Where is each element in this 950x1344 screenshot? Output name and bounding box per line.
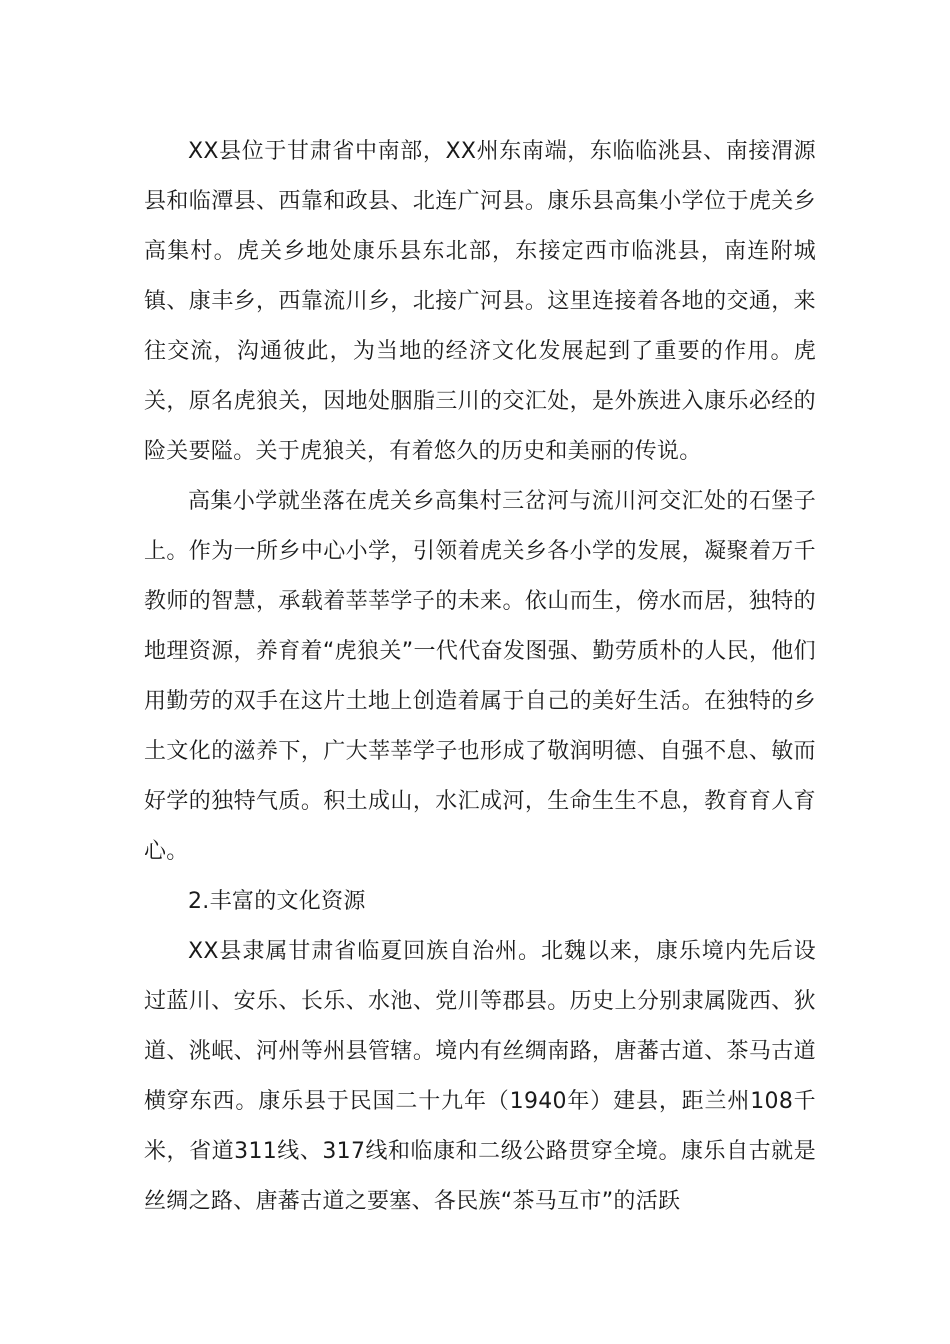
document-body bbox=[144, 127, 816, 1227]
paragraph-history: XX县隶属甘肃省临夏回族自治州。北魏以来，康乐境内先后设过蓝川、安乐、长乐、水池、党川等郡县。历史上分别隶属陇西、狄道、洮岷、河州等州县管辖。境内有丝绸南路，唐蕃古道、茶马古道横穿东西。康乐县于民国二十九年（1940年）建县，距兰州108千米，省道311线、317线和临康和二级公路贯穿全境。康乐自古就是丝绸之路、唐蕃古道之要塞、各民族“茶马互市”的活跃 bbox=[144, 939, 816, 1214]
paragraph-school: 高集小学就坐落在虎关乡高集村三岔河与流川河交汇处的石堡子上。作为一所乡中心小学，引领着虎关乡各小学的发展，凝聚着万千教师的智慧，承载着莘莘学子的未来。依山而生，傍水而居，独特的地理资源，养育着“虎狼关”一代代奋发图强、勤劳质朴的人民，他们用勤劳的双手在这片土地上创造着属于自己的美好生活。在独特的乡土文化的滋养下，广大莘莘学子也形成了敬润明德、自强不息、敏而好学的独特气质。积土成山，水汇成河，生命生生不息，教育育人育心。 bbox=[144, 489, 816, 864]
section-heading-culture: 2.丰富的文化资源 bbox=[188, 889, 366, 914]
paragraph-location: XX县位于甘肃省中南部，XX州东南端，东临临洮县、南接渭源县和临潭县、西靠和政县、北连广河县。康乐县高集小学位于虎关乡高集村。虎关乡地处康乐县东北部，东接定西市临洮县，南连附城镇、康丰乡，西靠流川乡，北接广河县。这里连接着各地的交通，来往交流，沟通彼此，为当地的经济文化发展起到了重要的作用。虎关，原名虎狼关，因地处胭脂三川的交汇处，是外族进入康乐必经的险关要隘。关于虎狼关，有着悠久的历史和美丽的传说。 bbox=[144, 139, 816, 464]
